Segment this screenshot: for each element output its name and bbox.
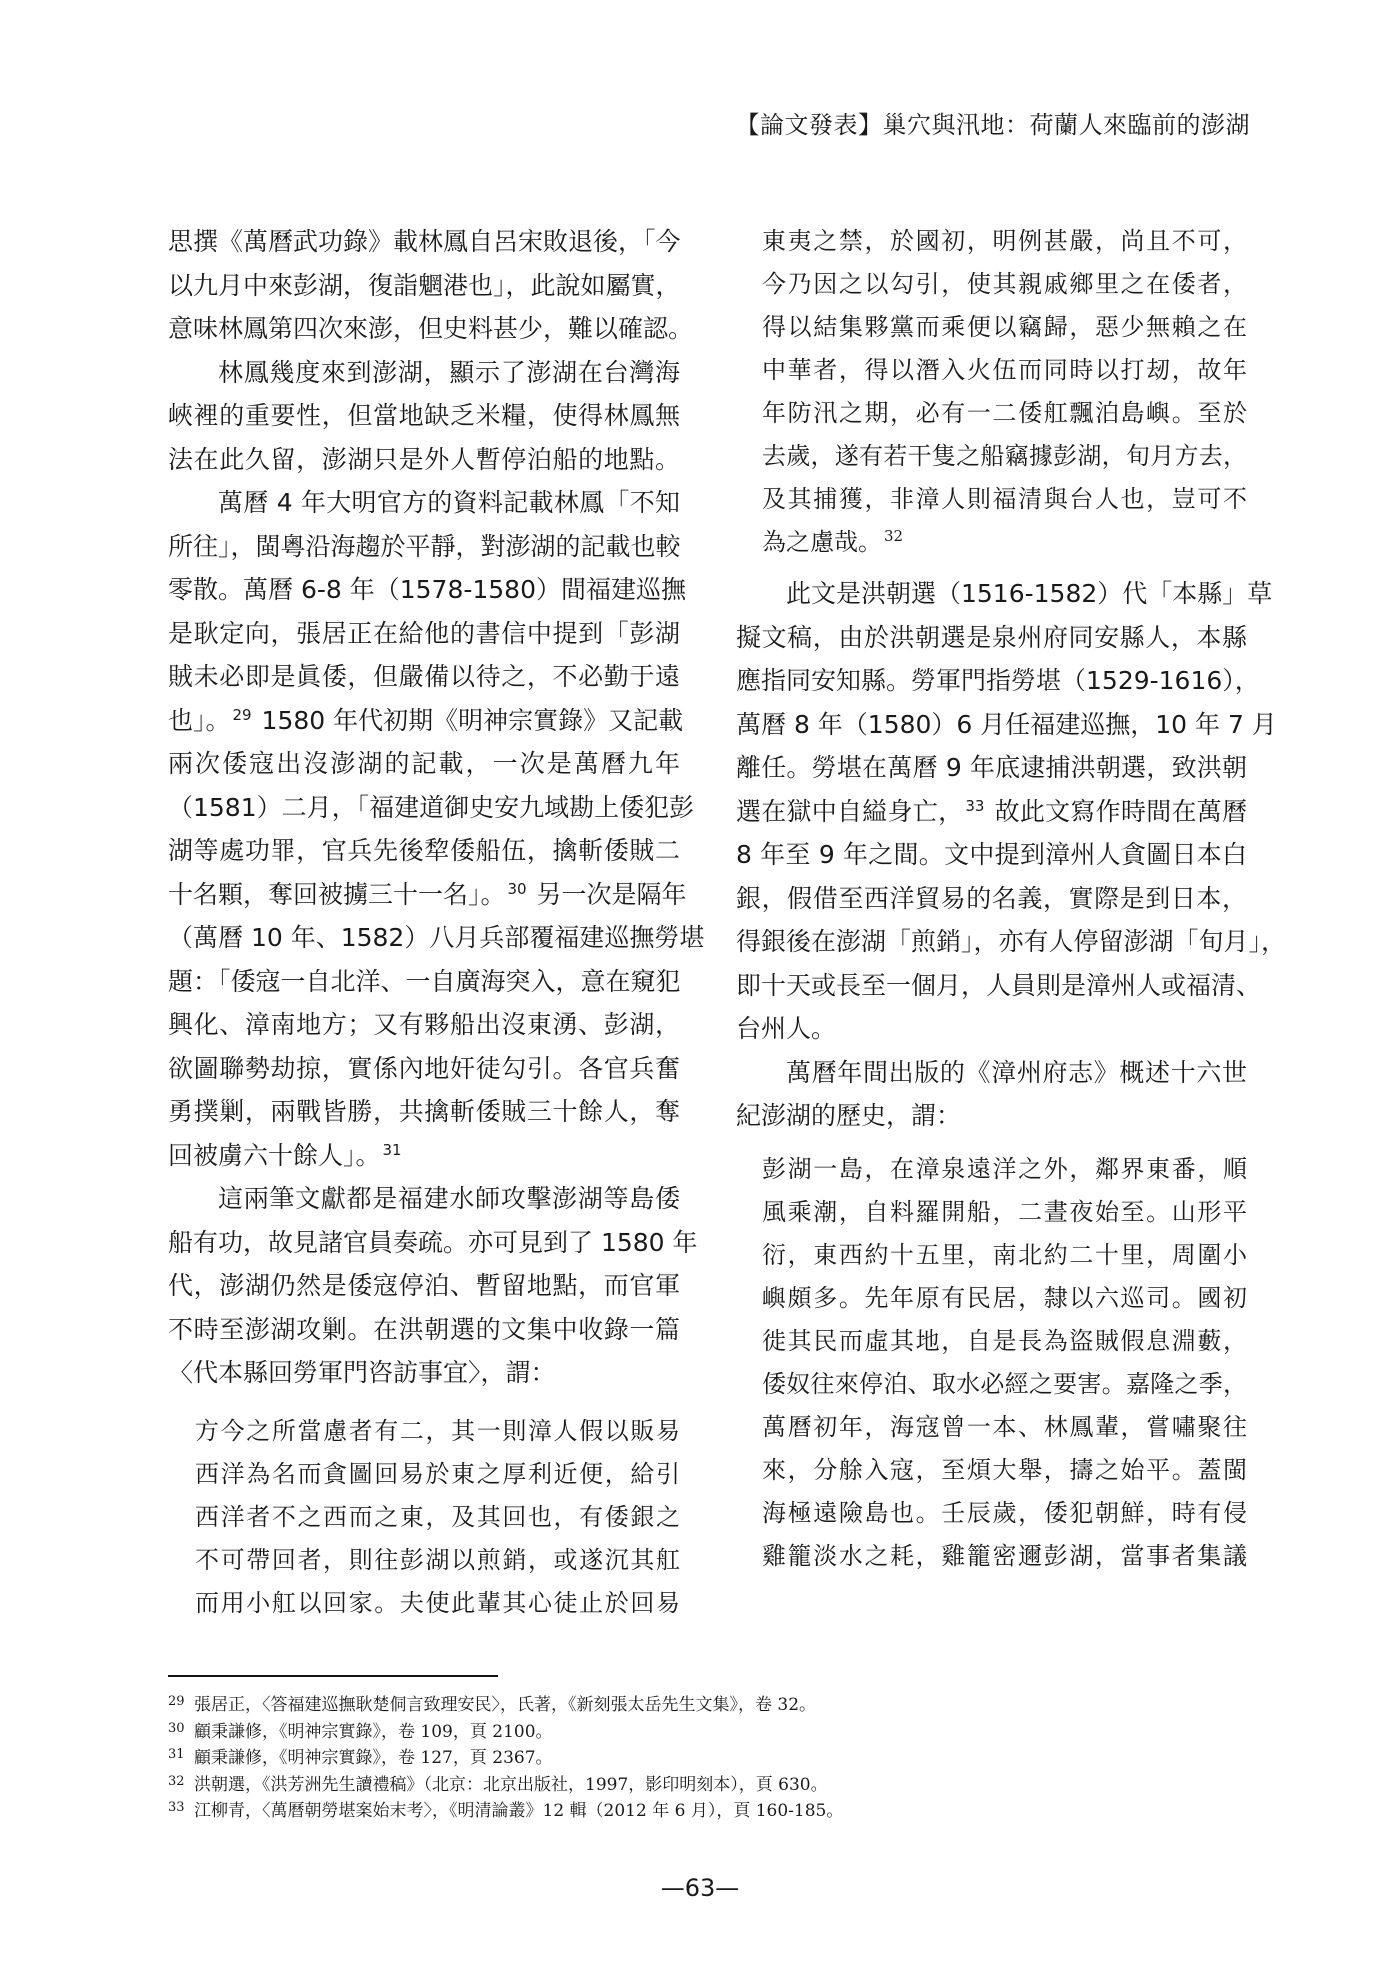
text-line: 徙其民而虛其地，自是長為盜賊假息淵藪， bbox=[762, 1327, 1247, 1355]
footnote-number: 33 bbox=[168, 1800, 185, 1815]
text-line: 題：「倭寇一自北洋、一自廣海突入，意在窺犯 bbox=[168, 966, 681, 996]
text-line bbox=[762, 521, 1247, 564]
text-line: 所往」，閩粵沿海趨於平靜，對澎湖的記載也較 bbox=[168, 531, 681, 561]
text-line: 彭湖一島，在漳泉遠洋之外，鄰界東番，順 bbox=[762, 1155, 1247, 1183]
footnote-number: 31 bbox=[168, 1747, 185, 1762]
text-line bbox=[736, 790, 1247, 834]
text-line: 〈代本縣回勞軍門咨訪事宜〉，謂： bbox=[168, 1358, 556, 1387]
block-quote bbox=[195, 1410, 680, 1625]
footnote-text: 顧秉謙修，《明神宗實錄》，卷 127，頁 2367。 bbox=[194, 1748, 553, 1768]
footnotes bbox=[168, 1692, 843, 1825]
text-line: 兩次倭寇出沒澎湖的記載，一次是萬曆九年 bbox=[168, 749, 680, 778]
text-line: 風乘潮，自料羅開船，二晝夜始至。山形平 bbox=[762, 1198, 1247, 1226]
text-line: 年防汛之期，必有一二倭舡飄泊島嶼。至於 bbox=[762, 399, 1247, 427]
footnote-reference[interactable]: 32 bbox=[884, 527, 904, 545]
text-segment: 選在獄中自縊身亡， bbox=[736, 796, 964, 826]
text-line: 西洋為名而貪圖回易於東之厚利近便，給引 bbox=[195, 1460, 680, 1488]
footnote-32 bbox=[168, 1772, 843, 1799]
text-line: 即十天或長至一個月，人員則是漳州人或福清、 bbox=[736, 970, 1262, 1000]
text-line: 萬曆 4 年大明官方的資料記載林鳳「不知 bbox=[218, 488, 680, 517]
text-line: 擬文稿，由於洪朝選是泉州府同安縣人，本縣 bbox=[736, 622, 1247, 652]
text-line: 今乃因之以勾引，使其親戚鄉里之在倭者， bbox=[762, 270, 1247, 298]
text-line: 得銀後在澎湖「煎銷」，亦有人停留澎湖「旬月」， bbox=[736, 927, 1287, 956]
text-line: 代，澎湖仍然是倭寇停泊、暫留地點，而官軍 bbox=[168, 1271, 680, 1300]
text-segment: 回被虜六十餘人」。 bbox=[168, 1140, 381, 1170]
paragraph bbox=[168, 481, 705, 1177]
text-line: 峽裡的重要性，但當地缺乏米糧，使得林鳳無 bbox=[168, 401, 680, 430]
text-line: 湖等處功罪，官兵先後犂倭船伍，擒斬倭賊二 bbox=[168, 836, 680, 865]
text-line: 船有功，故見諸官員奏疏。亦可見到了 1580 年 bbox=[168, 1227, 698, 1257]
footnote-number: 32 bbox=[168, 1773, 185, 1789]
footnote-number: 29 bbox=[168, 1694, 185, 1709]
text-segment: 十名顆，奪回被擄三十一名」。 bbox=[168, 879, 506, 909]
text-segment: 也」。 bbox=[168, 705, 231, 735]
paragraph bbox=[168, 351, 680, 482]
running-head: 【論文發表】巢穴與汛地：荷蘭人來臨前的澎湖 bbox=[735, 111, 1250, 139]
footnote-33 bbox=[168, 1798, 843, 1825]
text-line: 嶼頗多。先年原有民居，隸以六巡司。國初 bbox=[762, 1284, 1247, 1312]
text-line: 零散。萬曆 6-8 年（1578-1580）間福建巡撫 bbox=[168, 575, 686, 604]
footnote-number: 30 bbox=[168, 1720, 185, 1736]
text-line: 得以結集夥黨而乘便以竊歸，惡少無賴之在 bbox=[762, 313, 1247, 341]
page-number: —63— bbox=[660, 1874, 740, 1902]
paragraph bbox=[168, 1177, 698, 1395]
text-line: 來，分艅入寇，至煩大舉，擣之始平。蓋閩 bbox=[762, 1456, 1247, 1484]
text-line: 海極遠險島也。壬辰歲，倭犯朝鮮，時有侵 bbox=[762, 1499, 1247, 1527]
footnote-reference[interactable]: 31 bbox=[382, 1140, 402, 1159]
text-line: 紀澎湖的歷史，謂： bbox=[736, 1101, 962, 1130]
text-line: 中華者，得以潛入火伍而同時以打刼，故年 bbox=[762, 356, 1247, 384]
footnote-reference[interactable]: 33 bbox=[965, 796, 985, 815]
block-quote bbox=[762, 220, 1247, 564]
text-line: 林鳳幾度來到澎湖，顯示了澎湖在台灣海 bbox=[218, 357, 680, 387]
footnote-text: 顧秉謙修，《明神宗實錄》，卷 109，頁 2100。 bbox=[194, 1721, 553, 1742]
text-line: 不可帶回者，則往彭湖以煎銷，或遂沉其舡 bbox=[195, 1546, 680, 1574]
text-line: 不時至澎湖攻剿。在洪朝選的文集中收錄一篇 bbox=[168, 1314, 680, 1344]
text-line: 意味林鳳第四次來澎，但史料甚少，難以確認。 bbox=[168, 314, 694, 343]
text-line: 萬曆 8 年（1580）6 月任福建巡撫，10 年 7 月 bbox=[736, 709, 1277, 739]
text-line: 倭奴往來停泊、取水必經之要害。嘉隆之季， bbox=[762, 1370, 1247, 1398]
text-line: 應指同安知縣。勞軍門指勞堪（1529-1616）， bbox=[736, 666, 1260, 695]
text-line: 離任。勞堪在萬曆 9 年底逮捕洪朝選，致洪朝 bbox=[736, 753, 1247, 782]
text-line: 衍，東西約十五里，南北約二十里，周圍小 bbox=[762, 1241, 1247, 1269]
text-line: 此文是洪朝選（1516-1582）代「本縣」草 bbox=[786, 579, 1273, 608]
paragraph bbox=[736, 572, 1287, 1051]
text-line bbox=[168, 873, 687, 917]
footnote-30 bbox=[168, 1719, 843, 1746]
text-line: 8 年至 9 年之間。文中提到漳州人貪圖日本白 bbox=[736, 840, 1247, 869]
text-segment: 1580 年代初期《明神宗實錄》又記載 bbox=[253, 705, 684, 735]
text-line: 及其捕獲，非漳人則福清與台人也，豈可不 bbox=[762, 485, 1247, 513]
footnote-divider bbox=[168, 1675, 498, 1677]
text-line bbox=[168, 699, 684, 743]
text-line: 欲圖聯勢劫掠，實係內地奸徒勾引。各官兵奮 bbox=[168, 1053, 680, 1083]
text-line: 思撰《萬曆武功錄》載林鳳自呂宋敗退後，「今 bbox=[168, 227, 681, 256]
text-line: 勇撲剿，兩戰皆勝，共擒斬倭賊三十餘人，奪 bbox=[168, 1097, 680, 1126]
paragraph bbox=[736, 1051, 1247, 1138]
text-line: 雞籠淡水之耗，雞籠密邇彭湖，當事者集議 bbox=[762, 1542, 1247, 1570]
footnote-text: 江柳青，〈萬曆朝勞堪案始末考〉，《明清論叢》12 輯（2012 年 6 月），頁 160-185。 bbox=[194, 1801, 844, 1821]
text-line: 去歲，遂有若干隻之船竊據彭湖，旬月方去， bbox=[762, 442, 1247, 470]
text-line: （萬曆 10 年、1582）八月兵部覆福建巡撫勞堪 bbox=[168, 923, 705, 952]
text-line: 方今之所當慮者有二，其一則漳人假以販易 bbox=[195, 1417, 680, 1445]
footnote-text: 張居正，〈答福建巡撫耿楚侗言致理安民〉，氏著，《新刻張太岳先生文集》，卷 32。 bbox=[194, 1695, 817, 1715]
text-line: 賊未必即是眞倭，但嚴備以待之，不必勤于遠 bbox=[168, 662, 680, 691]
text-segment: 為之慮哉。 bbox=[762, 528, 882, 556]
text-line: 萬曆年間出版的《漳州府志》概述十六世 bbox=[786, 1057, 1247, 1087]
footnote-reference[interactable]: 30 bbox=[507, 879, 527, 898]
footnote-29 bbox=[168, 1692, 843, 1719]
footnote-31 bbox=[168, 1745, 843, 1772]
footnote-reference[interactable]: 29 bbox=[232, 705, 252, 724]
paragraph bbox=[168, 220, 694, 351]
footnote-text: 洪朝選，《洪芳洲先生讀禮稿》（北京：北京出版社，1997，影印明刻本），頁 630。 bbox=[194, 1774, 828, 1795]
text-line: 是耿定向，張居正在給他的書信中提到「彭湖 bbox=[168, 618, 680, 648]
text-line: 這兩筆文獻都是福建水師攻擊澎湖等島倭 bbox=[218, 1184, 680, 1213]
text-line: 銀，假借至西洋貿易的名義，實際是到日本， bbox=[736, 883, 1247, 913]
text-line: 以九月中來彭湖，復詣魍港也」，此說如屬實， bbox=[168, 270, 681, 300]
text-line: 東夷之禁，於國初，明例甚嚴，尚且不可， bbox=[762, 227, 1247, 255]
text-line: 台州人。 bbox=[736, 1014, 837, 1043]
text-line: 興化、漳南地方；又有夥船出沒東湧、彭湖， bbox=[168, 1010, 680, 1039]
text-line: 西洋者不之西而之東，及其回也，有倭銀之 bbox=[195, 1503, 680, 1531]
text-line bbox=[168, 1134, 680, 1178]
text-line: 而用小舡以回家。夫使此輩其心徒止於回易 bbox=[195, 1589, 680, 1617]
text-segment: 另一次是隔年 bbox=[528, 879, 687, 909]
text-segment: 故此文寫作時間在萬曆 bbox=[986, 796, 1247, 826]
block-quote bbox=[762, 1148, 1247, 1578]
text-line: （1581）二月，「福建道御史安九域勘上倭犯彭 bbox=[168, 792, 695, 822]
text-line: 法在此久留，澎湖只是外人暫停泊船的地點。 bbox=[168, 444, 680, 474]
text-line: 萬曆初年，海寇曾一本、林鳳輩，嘗嘯聚往 bbox=[762, 1413, 1247, 1441]
